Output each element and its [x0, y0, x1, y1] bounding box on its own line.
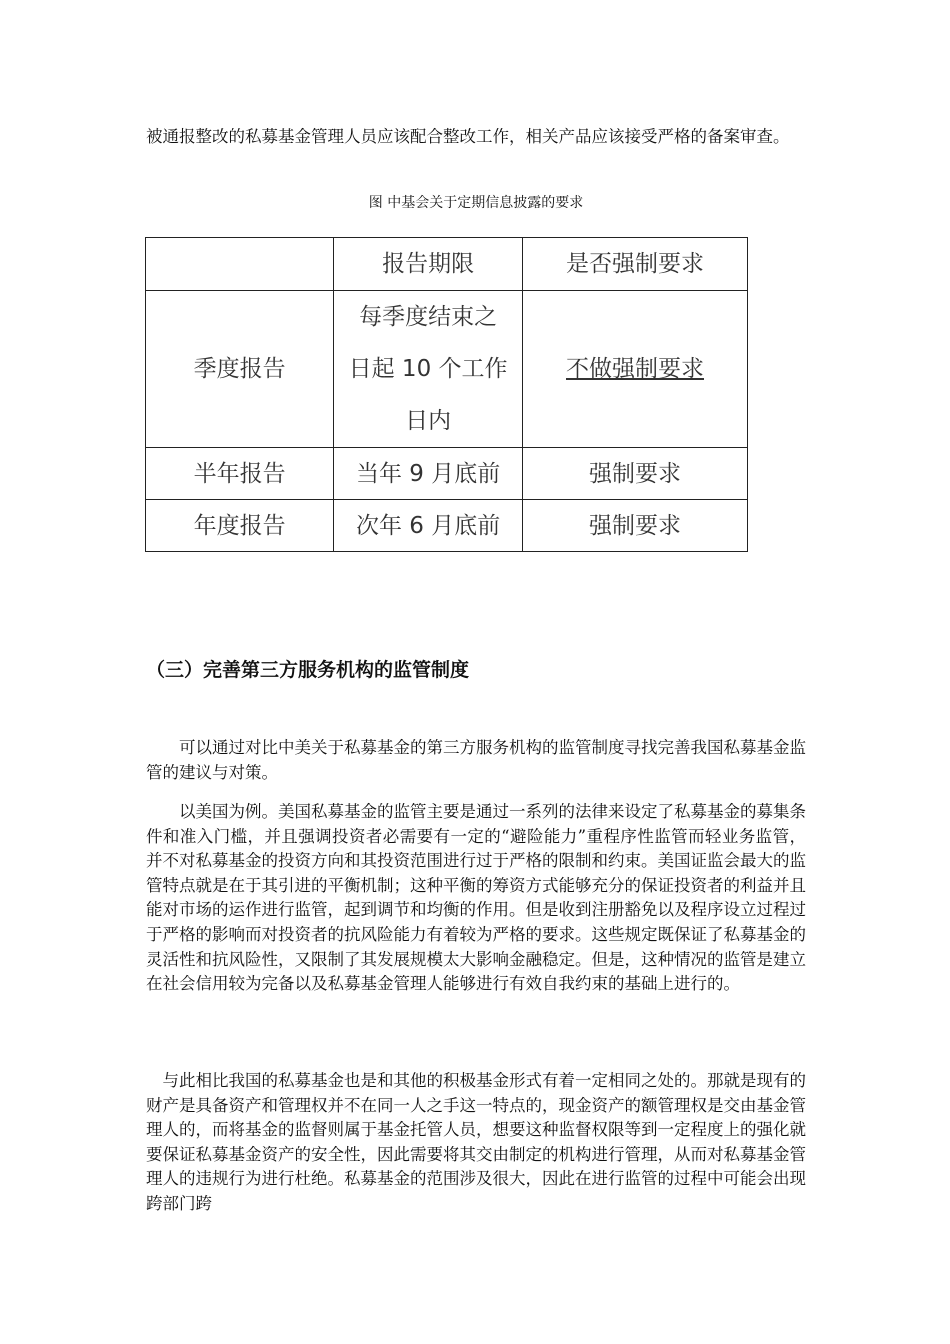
- table-row: [146, 500, 748, 552]
- mandatory-cell: [523, 291, 748, 448]
- body-paragraph-3: 与此相比我国的私募基金也是和其他的积极基金形式有着一定相同之处的。那就是现有的财产是具备资产和管理权并不在同一人之手这一特点的，现金资产的额管理权是交由基金管理人的，而将基金的监督则属于基金托管人员，想要这种监督权限等到一定程度上的强化就要保证私募基金资产的安全性，因此需要将其交由制定的机构进行管理，从而对私募基金管理人的违规行为进行杜绝。私募基金的范围涉及很大，因此在进行监管的过程中可能会出现跨部门跨: [146, 1071, 806, 1213]
- mandatory-cell: 强制要求: [523, 448, 748, 500]
- deadline-cell: 次年 6 月底前: [334, 500, 523, 552]
- report-type-cell: 年度报告: [146, 500, 334, 552]
- deadline-cell: 当年 9 月底前: [334, 448, 523, 500]
- header-cell-mandatory: 是否强制要求: [523, 238, 748, 291]
- table-row: [146, 448, 748, 500]
- table-header-row: [146, 238, 748, 291]
- mandatory-text: 不做强制要求: [566, 356, 704, 382]
- body-paragraph-1: 可以通过对比中美关于私募基金的第三方服务机构的监管制度寻找完善我国私募基金监管的建议与对策。: [146, 738, 806, 782]
- body-paragraph-2: 以美国为例。美国私募基金的监管主要是通过一系列的法律来设定了私募基金的募集条件和准入门槛，并且强调投资者必需要有一定的“避险能力”重程序性监管而轻业务监管，并不对私募基金的投资方向和其投资范围进行过于严格的限制和约束。美国证监会最大的监管特点就是在于其引进的平衡机制；这种平衡的筹资方式能够充分的保证投资者的利益并且能对市场的运作进行监管，起到调节和均衡的作用。但是收到注册豁免以及程序设立过程过于严格的影响而对投资者的抗风险能力有着较为严格的要求。这些规定既保证了私募基金的灵活性和抗风险性，又限制了其发展规模太大影响金融稳定。但是，这种情况的监管是建立在社会信用较为完备以及私募基金管理人能够进行有效自我约束的基础上进行的。: [146, 802, 806, 994]
- deadline-text: 每季度结束之日起 10 个工作日内: [348, 304, 508, 434]
- mandatory-cell: 强制要求: [523, 500, 748, 552]
- table-caption: 图 中基会关于定期信息披露的要求: [368, 195, 584, 211]
- header-cell-deadline: 报告期限: [334, 238, 523, 291]
- report-type-cell: 半年报告: [146, 448, 334, 500]
- section-heading: （三）完善第三方服务机构的监管制度: [146, 659, 470, 681]
- deadline-cell: [334, 291, 523, 448]
- header-cell-empty: [146, 238, 334, 291]
- report-type-cell: 季度报告: [146, 291, 334, 448]
- table-row: [146, 291, 748, 448]
- disclosure-table: [145, 237, 748, 552]
- intro-paragraph: 被通报整改的私募基金管理人员应该配合整改工作，相关产品应该接受严格的备案审查。: [146, 127, 790, 146]
